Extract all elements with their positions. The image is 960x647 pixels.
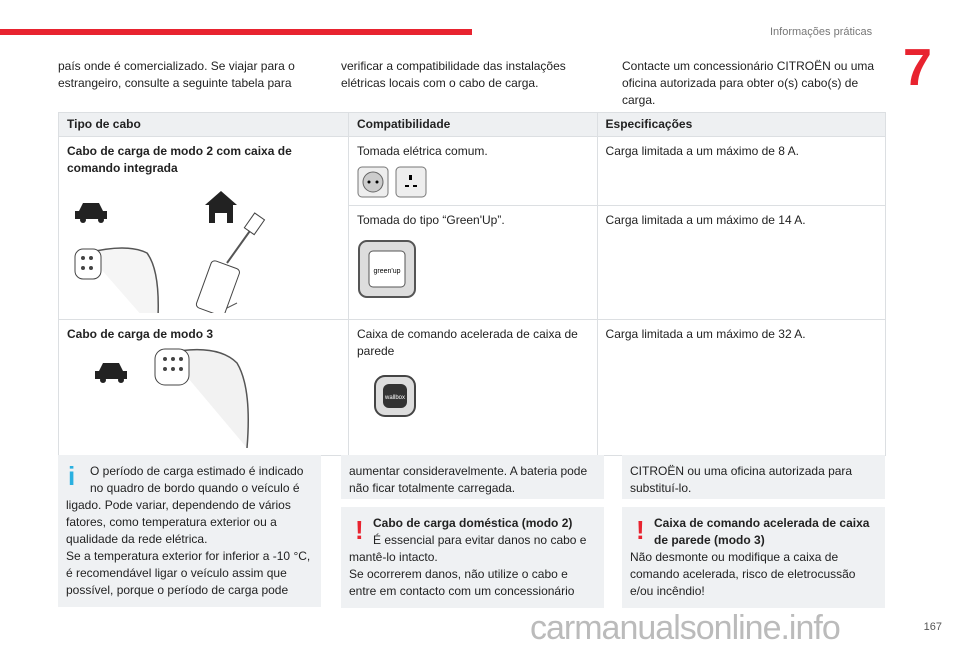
note-continuation-2: [622, 455, 885, 499]
warning-icon: !: [636, 515, 645, 545]
spec-cell: Carga limitada a um máximo de 8 A.: [597, 137, 885, 206]
section-title: Informações práticas: [770, 26, 873, 38]
compat-label: Tomada elétrica comum.: [356, 144, 488, 158]
continuation-text: aumentar consideravelmente. A bateria pode não ficar totalmente carregada.: [349, 464, 588, 495]
info-icon: i: [68, 461, 76, 491]
warning-icon: !: [355, 515, 364, 545]
mode2-cable-illustration: [67, 183, 337, 313]
car-icon: [75, 203, 107, 223]
greenup-logo-text: green'up: [373, 268, 401, 276]
socket-icons: [357, 166, 589, 198]
intro-col-3: Contacte um concessionário CITROËN ou uma oficina autorizada para obter o(s) cabo(s) de carga.: [622, 59, 875, 107]
cable-type-label: Cabo de carga de modo 2 com caixa de comando integrada: [67, 144, 292, 175]
house-icon: [205, 191, 237, 223]
cable-type-label: Cabo de carga de modo 3: [67, 327, 214, 341]
wallbox-logo-text: wallbox: [384, 395, 405, 401]
warning-note-mode3: [622, 507, 885, 608]
header-compatibility: Compatibilidade: [348, 113, 597, 137]
warning-text: É essencial para evitar danos no cabo e mantê-lo intacto.: [349, 533, 587, 564]
spec-cell: Carga limitada a um máximo de 32 A.: [597, 320, 885, 456]
header-cable-type: Tipo de cabo: [59, 113, 349, 137]
table-row: [59, 320, 886, 456]
warning-note-mode2: [341, 507, 604, 608]
wallbox-icon: [373, 374, 417, 418]
warning-text-2: Se ocorrerem danos, não utilize o cabo e entre em contacto com um concessionário: [349, 567, 575, 598]
warning-text: Não desmonte ou modifique a caixa de comando acelerada, risco de eletrocussão e/ou incêndio!: [630, 550, 856, 598]
warning-title: Cabo de carga doméstica (modo 2): [373, 516, 573, 530]
table-row: [59, 137, 886, 206]
header-accent-bar: [0, 29, 472, 35]
greenup-socket-icon: [357, 239, 417, 299]
intro-col-1: país onde é comercializado. Se viajar para o estrangeiro, consulte a seguinte tabela para: [58, 59, 295, 90]
compat-cell: [348, 320, 597, 456]
compat-label: Tomada do tipo “Green'Up”.: [356, 213, 505, 228]
chapter-number: 7: [903, 39, 932, 97]
page-number: 167: [923, 621, 942, 633]
cable-type-cell: [59, 137, 349, 320]
cable-type-cell: [59, 320, 349, 456]
compat-label: Caixa de comando acelerada de caixa de parede: [356, 327, 578, 358]
car-icon: [95, 363, 127, 383]
mode3-cable-illustration: [67, 343, 337, 448]
spec-cell: Carga limitada a um máximo de 14 A.: [597, 206, 885, 320]
watermark: carmanualsonline.info: [530, 609, 840, 647]
info-note: [58, 455, 321, 607]
compat-cell: [348, 206, 597, 320]
note-continuation-1: [341, 455, 604, 499]
uk-socket-icon: [395, 166, 427, 198]
cable-compatibility-table: [58, 112, 886, 456]
header-specifications: Especificações: [597, 113, 885, 137]
info-text-2: Se a temperatura exterior for inferior a -10 °C, é recomendável ligar o veículo assim que possível, porque o período de carga pode: [66, 549, 311, 597]
intro-col-2: verificar a compatibilidade das instalações elétricas locais com o cabo de carga.: [341, 59, 566, 90]
info-text: O período de carga estimado é indicado no quadro de bordo quando o veículo é ligado. Pode variar, dependendo de vários fatores, como temperatura exterior ou a qualidade da rede elétrica.: [66, 464, 304, 546]
compat-cell: [348, 137, 597, 206]
schuko-socket-icon: [357, 166, 389, 198]
warning-title: Caixa de comando acelerada de caixa de parede (modo 3): [654, 516, 870, 547]
table-header-row: [59, 113, 886, 137]
continuation-text: CITROËN ou uma oficina autorizada para substituí-lo.: [630, 464, 853, 495]
